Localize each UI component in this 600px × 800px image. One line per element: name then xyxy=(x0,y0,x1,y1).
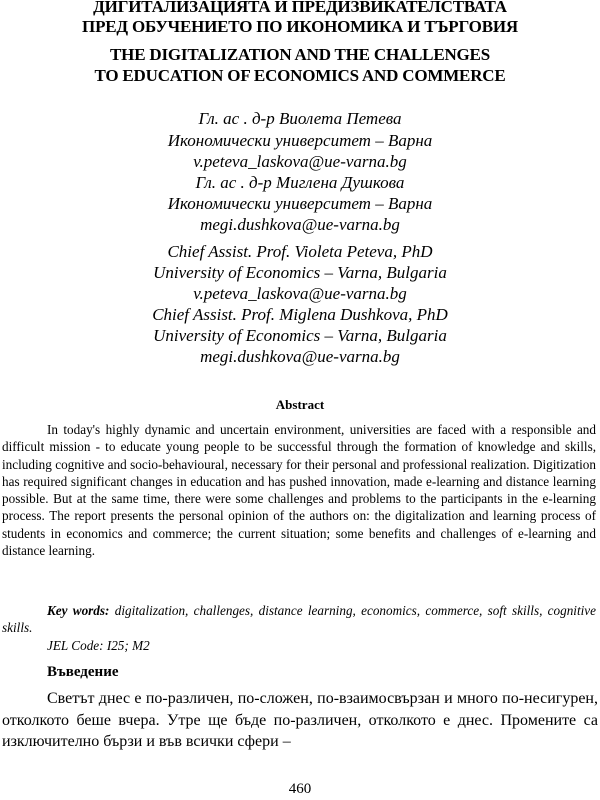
page-number: 460 xyxy=(288,781,312,797)
title-bg-line-1: ДИГИТАЛИЗАЦИЯТА И ПРЕДИЗВИКАТЕЛСТВАТА xyxy=(93,0,507,16)
keywords-paragraph xyxy=(2,602,596,637)
author-en-name-1: Chief Assist. Prof. Violeta Peteva, PhD xyxy=(167,242,433,261)
author-bg-name-1: Гл. ас . д-р Виолета Петева xyxy=(198,109,402,128)
author-bg-affiliation-1: Икономически университет – Варна xyxy=(167,131,433,150)
keywords-text: digitalization, challenges, distance learning, economics, commerce, soft skills, cognitive skills. xyxy=(2,603,596,636)
author-en-name-2: Chief Assist. Prof. Miglena Dushkova, PhD xyxy=(152,305,448,324)
author-en-email-1: v.peteva_laskova@ue-varna.bg xyxy=(193,284,407,303)
jel-code: JEL Code: I25; M2 xyxy=(47,638,150,653)
title-en-line-2: TO EDUCATION OF ECONOMICS AND COMMERCE xyxy=(94,66,506,85)
author-en-email-2: megi.dushkova@ue-varna.bg xyxy=(200,347,400,366)
abstract-heading: Abstract xyxy=(275,397,325,412)
author-bg-email-1: v.peteva_laskova@ue-varna.bg xyxy=(193,152,407,171)
keywords-label: Key words: xyxy=(47,603,110,618)
abstract-body: In today's highly dynamic and uncertain environment, universities are faced with a responsible and difficult mission - to educate young people to be successful through the formation of knowledge and skills, including cognitive and socio-behavioural, necessary for their personal and professional realization. Digitization has required significant changes in education and has pushed innovation, made e-learning and distance learning possible. But at the same time, there were some challenges and problems to the participants in the e-learning process. The report presents the personal opinion of the authors on: the digitalization and learning process of students in economics and commerce; the current situation; some benefits and challenges of e-learning and distance learning. xyxy=(2,422,596,559)
author-en-affiliation-1: University of Economics – Varna, Bulgaria xyxy=(153,263,447,282)
author-en-affiliation-2: University of Economics – Varna, Bulgaria xyxy=(153,326,447,345)
title-en-line-1: THE DIGITALIZATION AND THE CHALLENGES xyxy=(110,45,490,64)
section-heading-introduction: Въведение xyxy=(47,664,119,680)
introduction-body: Светът днес е по-различен, по-сложен, по-взаимосвързан и много по-несигурен, отколкото беше вчера. Утре ще бъде по-различен, отколкото е днес. Промените са изключително бързи и във всички сфери – xyxy=(2,690,598,750)
title-bg-line-2: ПРЕД ОБУЧЕНИЕТО ПО ИКОНОМИКА И ТЪРГОВИЯ xyxy=(82,17,518,36)
author-bg-affiliation-2: Икономически университет – Варна xyxy=(167,194,433,213)
author-bg-email-2: megi.dushkova@ue-varna.bg xyxy=(200,215,400,234)
author-bg-name-2: Гл. ас . д-р Миглена Душкова xyxy=(195,173,405,192)
